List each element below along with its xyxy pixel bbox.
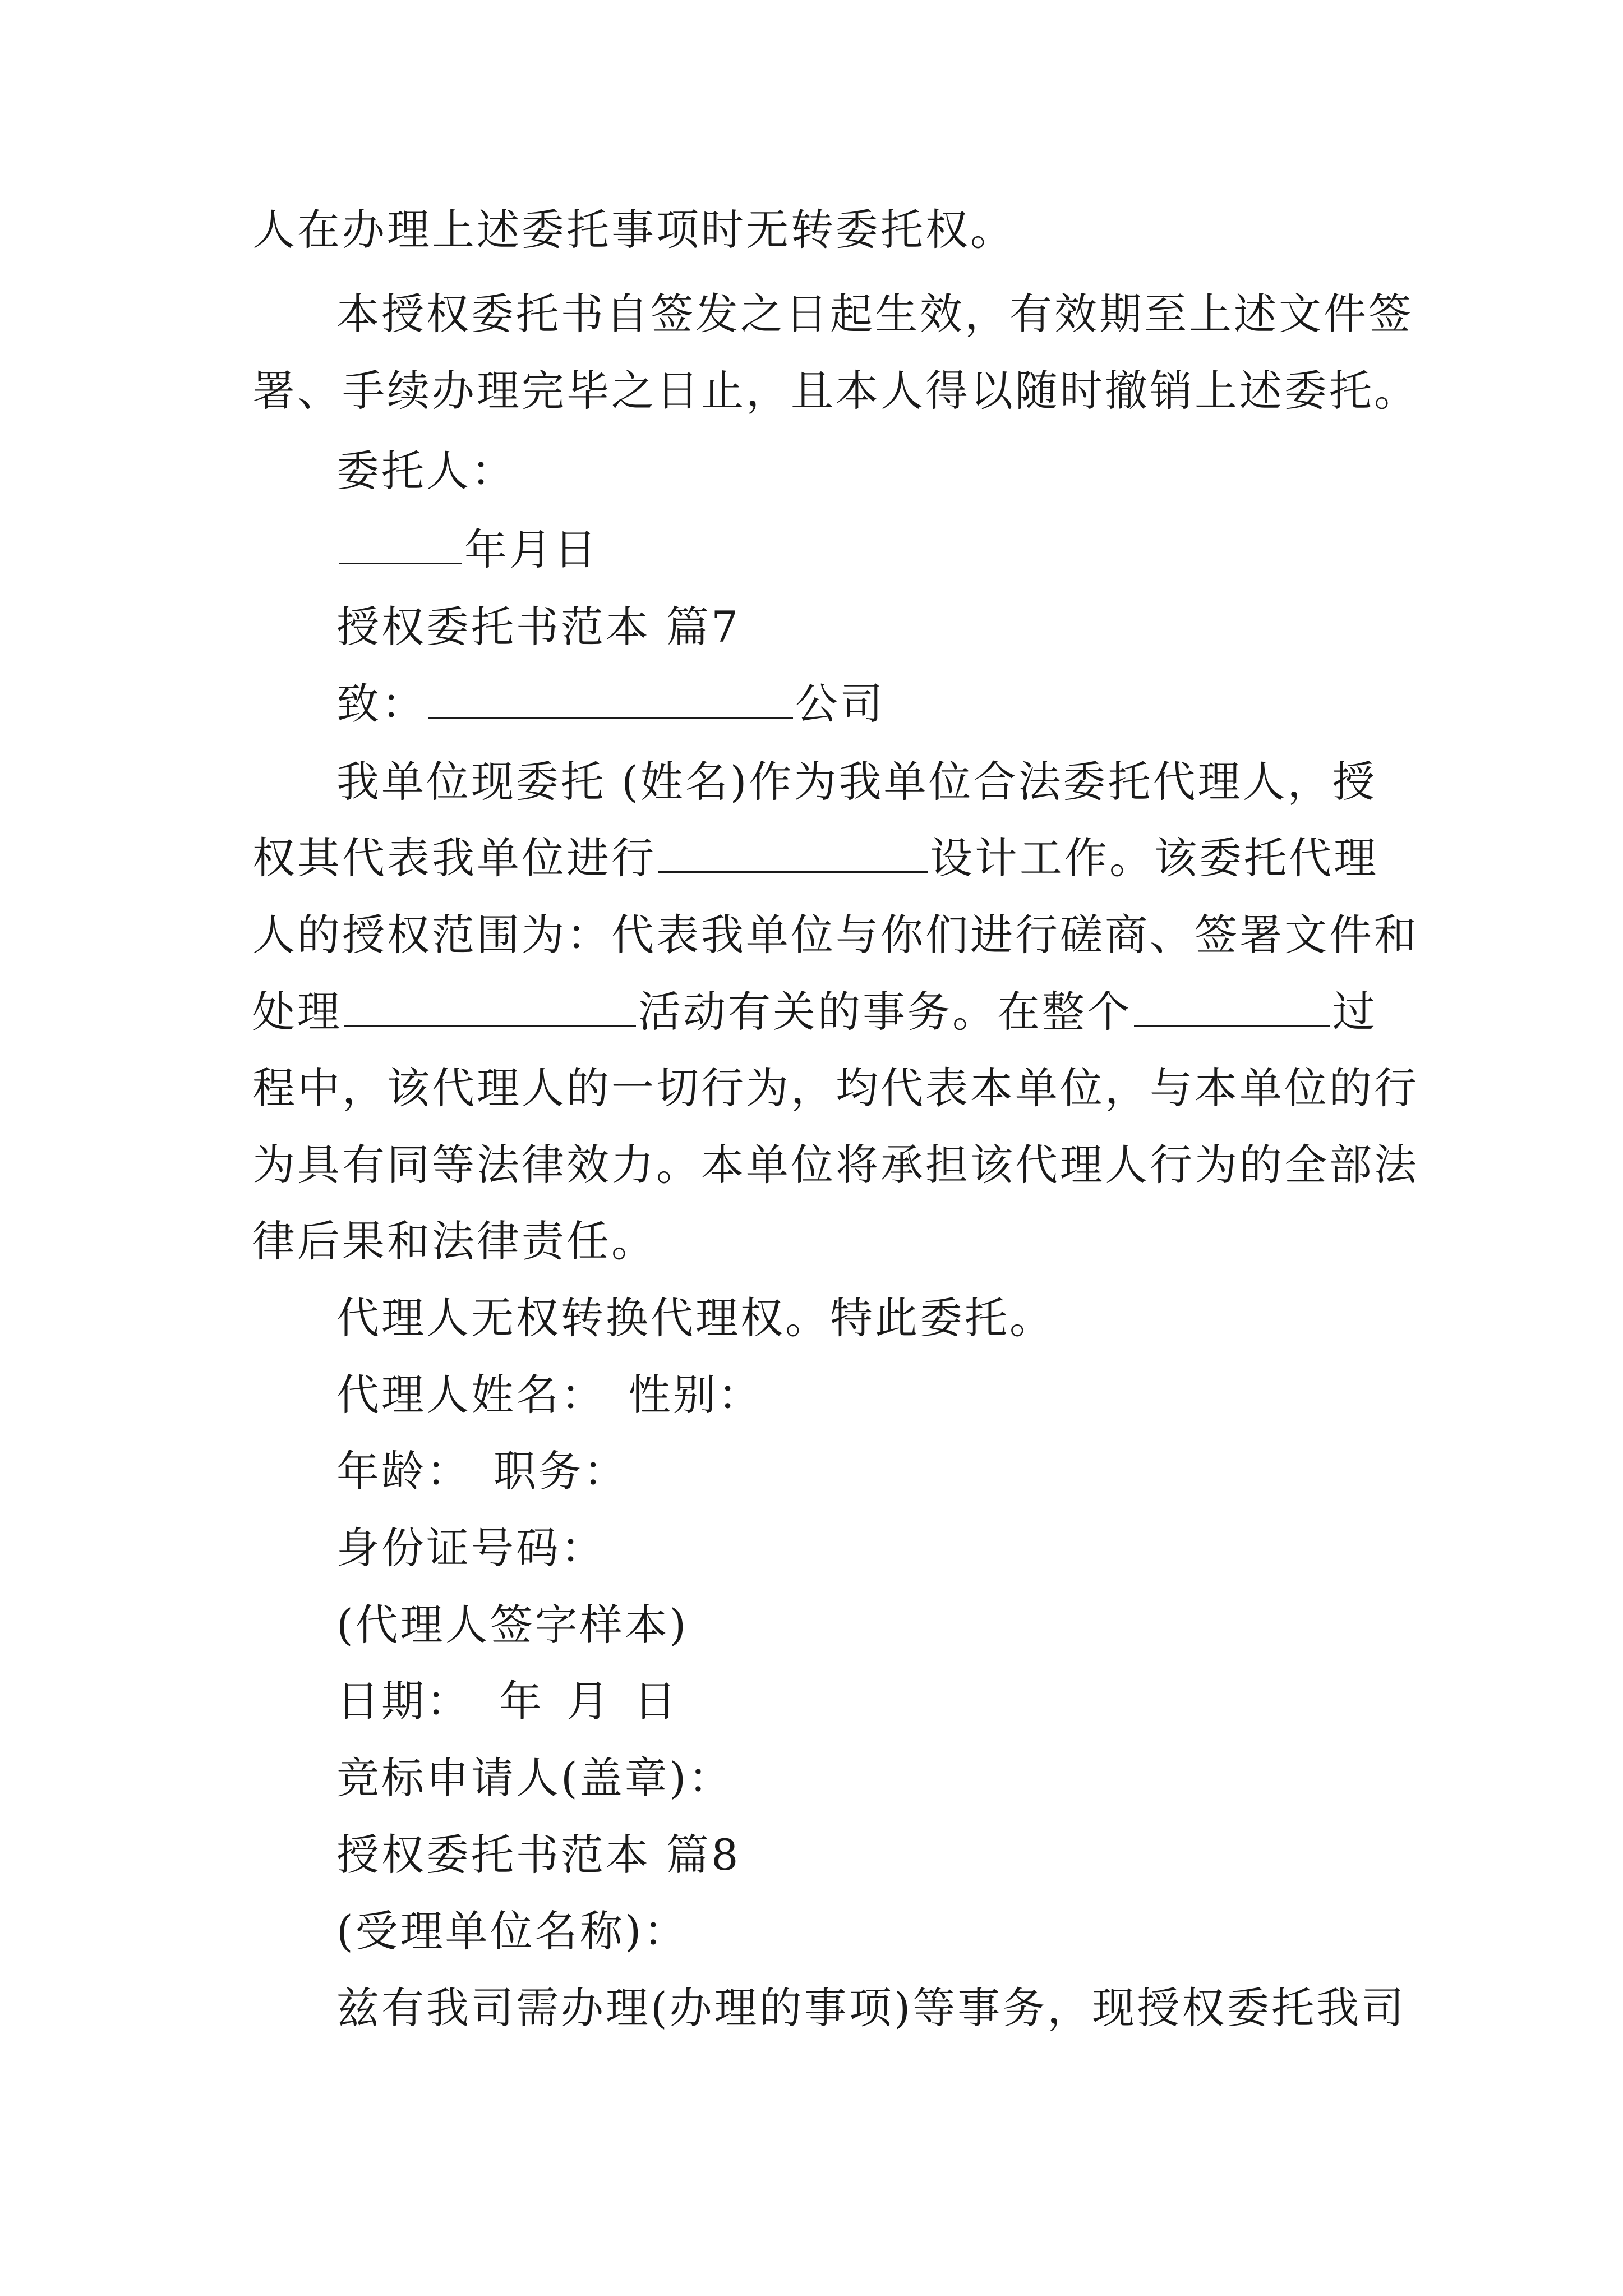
text-line: 委托人： xyxy=(336,446,516,496)
fill-in-blank xyxy=(658,832,928,873)
form-field-line: 年龄： 职务： xyxy=(336,1446,628,1496)
text-line: 程中，该代理人的一切行为，均代表本单位，与本单位的行 xyxy=(252,1063,1419,1113)
text-line: 律后果和法律责任。 xyxy=(252,1216,656,1266)
fill-in-blank xyxy=(339,523,462,564)
text-line: 署、手续办理完毕之日止，且本人得以随时撤销上述委托。 xyxy=(252,366,1419,416)
text-line: 为具有同等法律效力。本单位将承担该代理人行为的全部法 xyxy=(252,1140,1419,1190)
section-heading: 授权委托书范本 篇8 xyxy=(336,1830,741,1880)
date-line: 年月日 xyxy=(336,522,599,578)
text-line: 处理 活动有关的事务。在整个 过 xyxy=(252,987,1377,1037)
text-line: 代理人无权转换代理权。特此委托。 xyxy=(336,1293,1054,1343)
text-line: (代理人签字样本) xyxy=(336,1600,689,1650)
text-line: 我单位现委托 (姓名)作为我单位合法委托代理人，授 xyxy=(336,757,1377,807)
fill-in-blank xyxy=(1134,986,1330,1027)
text-line: 权其代表我单位进行 设计工作。该委托代理 xyxy=(252,833,1378,883)
text-line: 人在办理上述委托事项时无转委托权。 xyxy=(252,205,1015,255)
fill-in-blank xyxy=(344,986,636,1027)
text-line: 人的授权范围为：代表我单位与你们进行磋商、签署文件和 xyxy=(252,910,1419,960)
form-field-line: 身份证号码： xyxy=(336,1523,606,1573)
section-heading: 授权委托书范本 篇7 xyxy=(336,602,741,652)
text-line: 兹有我司需办理(办理的事项)等事务，现授权委托我司 xyxy=(336,1983,1407,2033)
form-field-line: 代理人姓名： 性别： xyxy=(336,1370,763,1420)
date-line: 日期： 年 月 日 xyxy=(336,1676,679,1726)
text-line: 本授权委托书自签发之日起生效，有效期至上述文件签 xyxy=(336,289,1413,339)
fill-in-blank xyxy=(428,678,793,719)
addressee-line: 致： 公司 xyxy=(336,679,885,729)
text-line: (受理单位名称)： xyxy=(336,1906,689,1956)
text-line: 竞标申请人(盖章)： xyxy=(336,1753,734,1803)
